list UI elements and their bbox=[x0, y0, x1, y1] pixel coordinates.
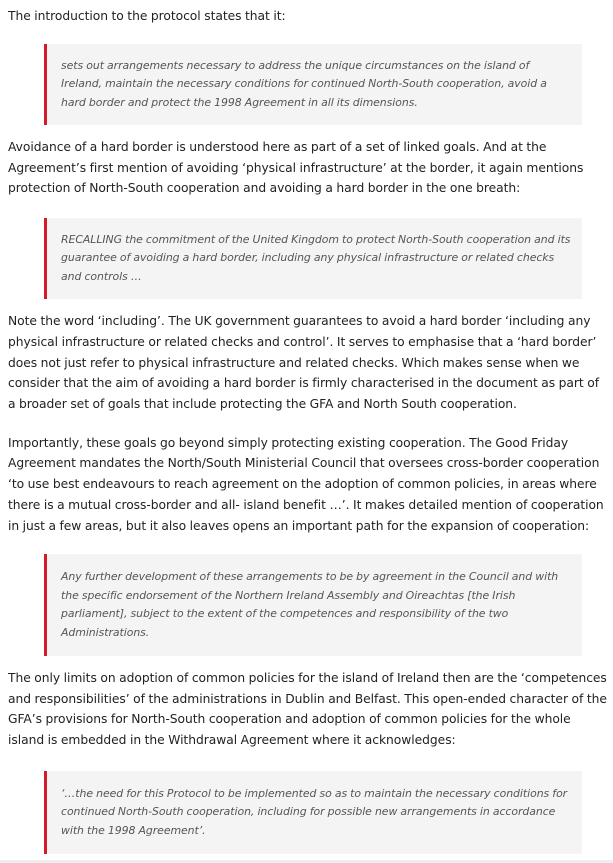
paragraph-importantly: Importantly, these goals go beyond simply protecting existing cooperation. The Good Friday Agreement mandates the North/South Ministerial Council that oversees cross-border cooperation ‘to use best endeavours to reach agreement on the adoption of common policies, in areas where there is a mutual cross-border and all- island benefit …’. It makes detailed mention of cooperation in just a few areas, but it also leaves opens an important path for the expansion of cooperation: bbox=[8, 435, 604, 533]
paragraph-intro: The introduction to the protocol states that it: bbox=[8, 9, 286, 23]
blockquote-recalling bbox=[44, 218, 582, 299]
blockquote-protocol-introduction bbox=[44, 44, 582, 125]
quote-text: Any further development of these arrangements to be by agreement in the Council and with the specific endorsement of the Northern Ireland Assembly and Oireachtas [the Irish parliament], subject to the extent of the competences and responsibility of the two Administrations. bbox=[61, 570, 559, 639]
quote-text: sets out arrangements necessary to address the unique circumstances on the island of Ireland, maintain the necessary conditions for continued North-South cooperation, avoid a hard border and protect the 1998 Agreement in all its dimensions. bbox=[61, 58, 547, 109]
paragraph-hard-border: Avoidance of a hard border is understood here as part of a set of linked goals. And at the Agreement’s first mention of avoiding ‘physical infrastructure’ at the border, it again mentions protection of North-South cooperation and avoiding a hard border in the one breath: bbox=[8, 139, 584, 196]
quote-text: RECALLING the commitment of the United Kingdom to protect North-South cooperation and its guarantee of avoiding a hard border, including any physical infrastructure or related checks and controls … bbox=[61, 233, 571, 283]
paragraph-including: Note the word ‘including’. The UK government guarantees to avoid a hard border ‘including any physical infrastructure or related checks and control’. It serves to emphasise that a ‘hard border’ does not just refer to physical infrastructure and related checks. Which makes sense when we consider that the aim of avoiding a hard border is firmly characterised in the document as part of a broader set of goals that include protecting the GFA and North South cooperation. bbox=[8, 314, 599, 412]
quote-text: ‘…the need for this Protocol to be implemented so as to maintain the necessary conditions for continued North-South cooperation, including for possible new arrangements in accordance with the 1998 Agreement’. bbox=[61, 786, 568, 837]
blockquote-need-for-protocol bbox=[44, 771, 582, 854]
paragraph-only-limits: The only limits on adoption of common policies for the island of Ireland then are the ‘competences and responsibilities’ of the administrations in Dublin and Belfast. This open-ended character of the GFA’s provisions for North-South cooperation and adoption of common policies for the whole island is embedded in the Withdrawal Agreement where it acknowledges: bbox=[8, 670, 607, 748]
blockquote-further-development bbox=[44, 554, 582, 656]
article-body bbox=[8, 0, 608, 854]
